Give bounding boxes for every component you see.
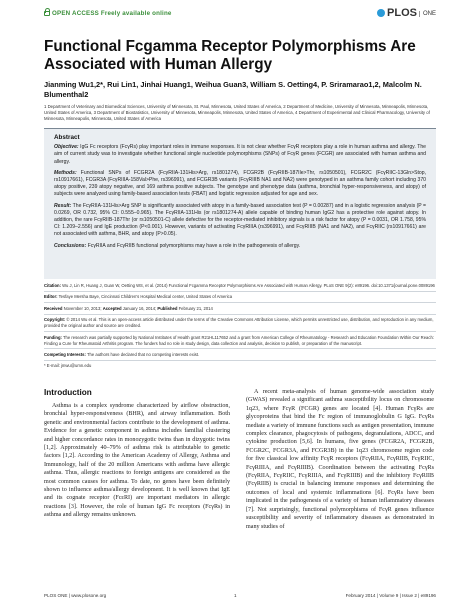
right-column [246,388,434,531]
introduction-heading: Introduction [44,388,92,397]
copyright-line [44,317,436,332]
open-lock-icon [44,11,50,16]
competing-line [44,352,436,361]
accepted-label: Accepted [102,305,122,311]
competing-text: The authors have declared that no competing interests exist. [86,351,200,357]
intro-right-text: A recent meta-analysis of human genome-wide association study (GWAS) revealed a significant asthma susceptibility locus on chromosome 1q23, where FcγR (FCGR) genes are located [4]. Human FcγRs are glycoproteins that bind the Fc region of immunoglobulin G IgG. FcγRs mediate a variety of immune functions such as antigen presentation, immune complex clearance, phagocytosis of pathogens, degranulations, ADCC, and cytokine production [5,6]. In humans, five genes (FCGR2A, FCGR2B, FCGR2C, FCGR3A, and FCGR3B) in the 1q23 chromosome region code for five classical low affinity FcγR receptors (FcγRIIA, FcγRIIB, FcγRIIC, FcγRIIIA, and FcγRIIIB). Coordination between the activating FcγRs (FcγRIIA, FcγRIIC, FcγRIIIA, and FcγRIIIB) and the inhibitory FcγRIIB (FcγRIIB) is crucial in balancing immune responses and determining the outcomes of local and systemic inflammations [6]. FcγRs have been implicated in the pathogenesis of a variety of human inflammatory diseases [7]. Not surprisingly, functional polymorphisms of FcγR genes influence susceptibility and severity of inflammatory diseases as demonstrated in many studies of [246,389,434,530]
intro-left-column [44,402,230,520]
page-number: 1 [234,593,237,598]
editor-line [44,294,436,303]
citation-line [44,283,436,292]
open-access-text: OPEN ACCESS Freely available online [52,10,172,17]
plos-logo[interactable] [377,7,436,19]
abstract-conclusions [54,243,426,250]
intro-right-column [246,388,434,531]
conclusions-label: Conclusions: [54,242,87,249]
footer-journal[interactable]: PLOS ONE | www.plosone.org [44,593,107,598]
email-text[interactable]: * E-mail: jmwu@umn.edu [44,363,92,369]
editor-label: Editor: [44,294,58,300]
accepted-date: January 16, 2014; [122,305,157,311]
open-access-badge[interactable] [44,10,172,17]
plos-dot-icon [377,9,385,17]
citation-label: Citation: [44,283,61,288]
author-list: Jianming Wu1,2*, Rui Lin1, Jinhai Huang1, Weihua Guan3, William S. Oetting4, P. Sriramarao1,2, Malcolm N. Blumenthal2 [44,80,422,99]
intro-left-text: Asthma is a complex syndrome characterized by airflow obstruction, bronchial hyper-responsiveness (BHR), and airway inflammation. Both genetic and environmental factors contribute to the development of asthma. Evidence for a genetic component in asthma includes familial clustering and higher concordance rates in monozygotic twins than in dizygotic twins [1,2]. Approximately 40–79% of asthma risk is attributable to genetic factors [1,2]. According to the American Academy of Allergy, Asthma and Immunology, half of the 20 million Americans with asthma have allergic asthma. Thus, allergic reactions to foreign antigens are considered as the most common causes for asthma. To date, no genes have been definitely shown to influence asthma/allergy development. It is well known that IgE and its cognate receptor (FcεRI) are important mediators in allergic reactions [3]. However, the role of human IgG Fc receptors (FcγRs) in asthma and allergy remains unknown. [44,403,230,519]
published-label: Published [157,305,178,311]
published-date: February 21, 2014 [178,305,213,311]
received-label: Received [44,305,63,311]
plos-one-label: ONE [419,11,436,17]
copyright-text: © 2014 Wu et al. This is an open-access article distributed under the terms of the Creative Commons Attribution License, which permits unrestricted use, distribution, and reproduction in any medium, provided the original author and source are credited. [44,317,434,329]
abstract-box [44,128,436,279]
funding-text: The research was partially supported by National Institutes of Health grant R21HL117652 and a grant from American College of Rheumatology - Research and Education Foundation Within Our Reach: Finding a Cure for Rheumatoid Arthritis program. The funders had no role in study design, data collection and analysis, decision to publish, or preparation of the manuscript. [44,334,434,346]
article-title: Functional Fcgamma Receptor Polymorphisms Are Associated with Human Allergy [44,38,416,73]
copyright-label: Copyright: [44,317,66,323]
footer-issue: February 2014 | Volume 9 | Issue 2 | e89196 [345,593,436,598]
abstract-objective [54,144,426,166]
editor-text: Tesfaye Mersha Baye, Cincinnati Children's Hospital Medical center, United States of America [58,294,233,300]
received-date: November 10, 2013; [63,305,102,311]
funding-line [44,335,436,350]
affiliations: 1 Department of Veterinary and Biomedical Sciences, University of Minnesota, St. Paul, Minnesota, United States of America, 2 Department of Medicine, University of Minnesota, Minneapolis, Minnesota, United States of America, 3 Department of Biostatistics, University of Minnesota, Minneapolis, Minnesota, United States of America, 4 Department of Experimental and Clinical Pharmacology, University of Minnesota, Minneapolis, Minnesota, United States of America [44,104,430,122]
methods-text: Functional SNPs of FCGR2A (FcγRIIA-131His>Arg, rs1801274), FCGR2B (FcγRIIB-187Ile>Thr, rs1050501), FCGR2C (FcγRIIC-13Gln>Stop, rs10917661), FCGR3A (FcγRIIIA-158Val>Phe, rs396991), and FCGR3B variants (FcγRIIIB NA1 and NA2) were genotyped in an asthma family cohort including 370 atopy positive, 239 atopy negative, and 169 asthma positive subjects. The genotype and phenotype data (asthma, bronchial hyper-responsiveness, and atopy) of subjects were analyzed using family-based association tests (FBAT) and logistic regression adjusted for age and sex. [54,169,426,198]
abstract-methods [54,170,426,199]
plos-brand: PLOS [387,7,417,19]
dates-line [44,306,436,315]
email-line [44,363,436,371]
article-metadata [44,283,436,374]
methods-label: Methods: [54,169,77,176]
abstract-result [54,203,426,239]
objective-text: IgG Fc receptors (FcγRs) play important roles in immune responses. It is not clear whether FcγR receptors play a role in human asthma and allergy. The aim of current study was to investigate whether functional single nucleotide polymorphisms (SNPs) of FcγR genes (FCGR) are associated with human asthma and allergy. [54,144,426,165]
abstract-heading: Abstract [54,134,80,141]
result-text: The FcγRIIA-131His>Arg SNP is significantly associated with atopy in a family-based association test (P = 0.00287) and in a logistic regression analysis (P = 0.0269, OR 0.732, 95% CI: 0.555–0.965). The FcγRIIA-131His (or rs1801274-A) allele capable of binding human IgG2 has a protective role against atopy. In addition, the rare FcγRIIB-187Thr (or rs1050501-C) allele defective for the receptor-mediated inhibitory signals is a risk factor for atopy (P = 0.0031, OR 1.758, 95% CI: 1.209–2.556) and IgE production (P<0.001). However, variants of activating FcγRIIIA (rs396991), and FcγRIIIB (NA1 and NA2), and FcγRIIC (rs10917661) are not associated with asthma, BHR, and atopy (P>0.05). [54,202,426,238]
journal-header [0,0,474,26]
citation-text[interactable]: Wu J, Lin R, Huang J, Guan W, Oetting WS, et al. (2014) Functional Fcgamma Receptor Polymorphisms Are Associated with Human Allergy. PLoS ONE 9(2): e89196. doi:10.1371/journal.pone.0089196 [62,283,435,288]
objective-label: Objective: [54,144,79,151]
funding-label: Funding: [44,334,62,340]
result-label: Result: [54,202,72,209]
competing-label: Competing Interests: [44,351,86,357]
introduction-section [44,388,230,520]
conclusions-text: FcγRIIA and FcγRIIB functional polymorphisms may have a role in the pathogenesis of allergy. [87,242,301,249]
